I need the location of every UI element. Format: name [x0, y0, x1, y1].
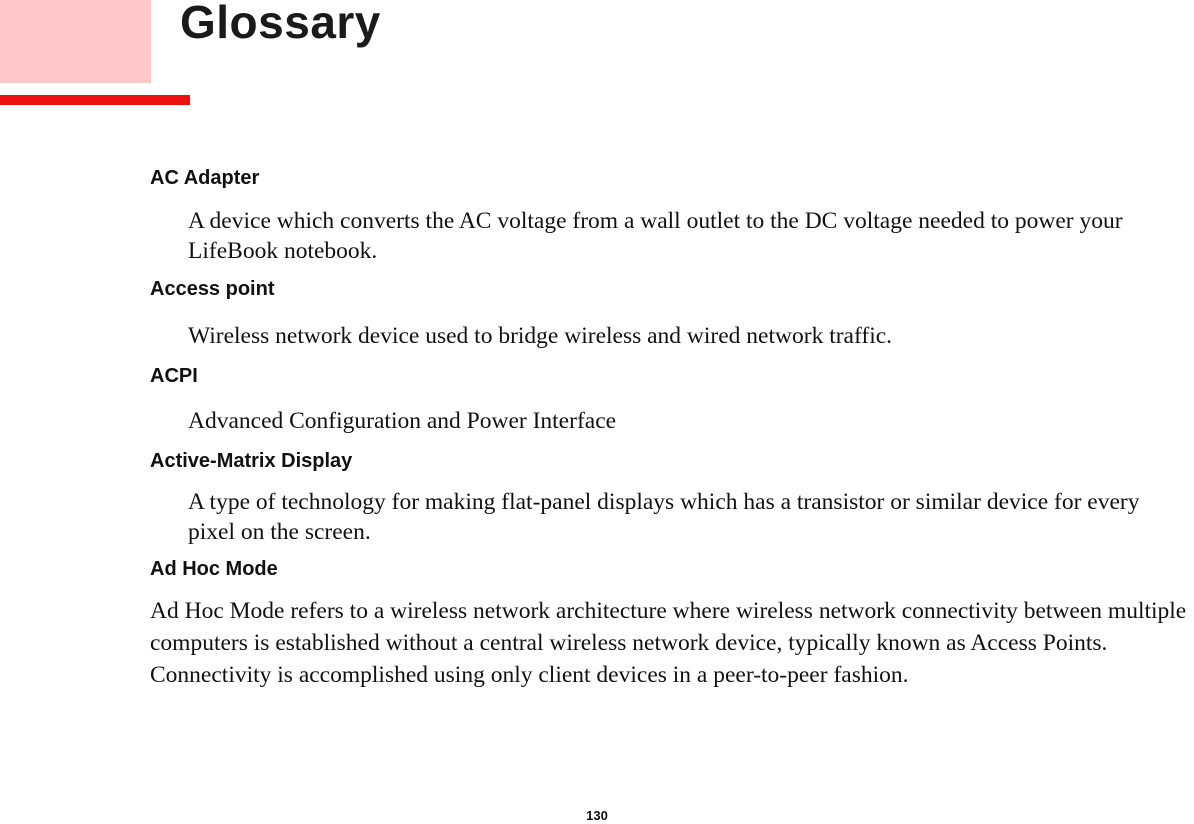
glossary-term: AC Adapter [150, 167, 260, 189]
glossary-entry-ac-adapter [150, 165, 1190, 266]
glossary-entry-active-matrix-display [150, 448, 1190, 547]
glossary-entry-access-point [150, 276, 1190, 351]
title-underline-bar [0, 95, 190, 105]
glossary-entry-acpi [150, 363, 1190, 436]
glossary-definition: Wireless network device used to bridge wireless and wired network traffic. [188, 323, 893, 349]
glossary-term: Ad Hoc Mode [150, 558, 278, 580]
header-corner-block [0, 0, 151, 83]
glossary-definition: A device which converts the AC voltage from a wall outlet to the DC voltage needed to power your LifeBook notebook. [188, 208, 1123, 264]
glossary-definition: Advanced Configuration and Power Interface [188, 408, 617, 434]
glossary-term: ACPI [150, 365, 198, 387]
glossary-list [150, 165, 1190, 691]
glossary-term: Access point [150, 278, 275, 300]
page-number: 130 [586, 808, 608, 823]
glossary-definition: Ad Hoc Mode refers to a wireless network architecture where wireless network connectivity between multiple computers is established without a central wireless network device, typically known as Access Points. Connectivity is accomplished using only client devices in a peer-to-peer fashion. [150, 598, 1187, 688]
glossary-entry-ad-hoc-mode [150, 556, 1190, 691]
page-title: Glossary [180, 0, 381, 48]
glossary-definition: A type of technology for making flat-panel displays which has a transistor or similar device for every pixel on the screen. [188, 489, 1140, 545]
glossary-term: Active-Matrix Display [150, 450, 353, 472]
